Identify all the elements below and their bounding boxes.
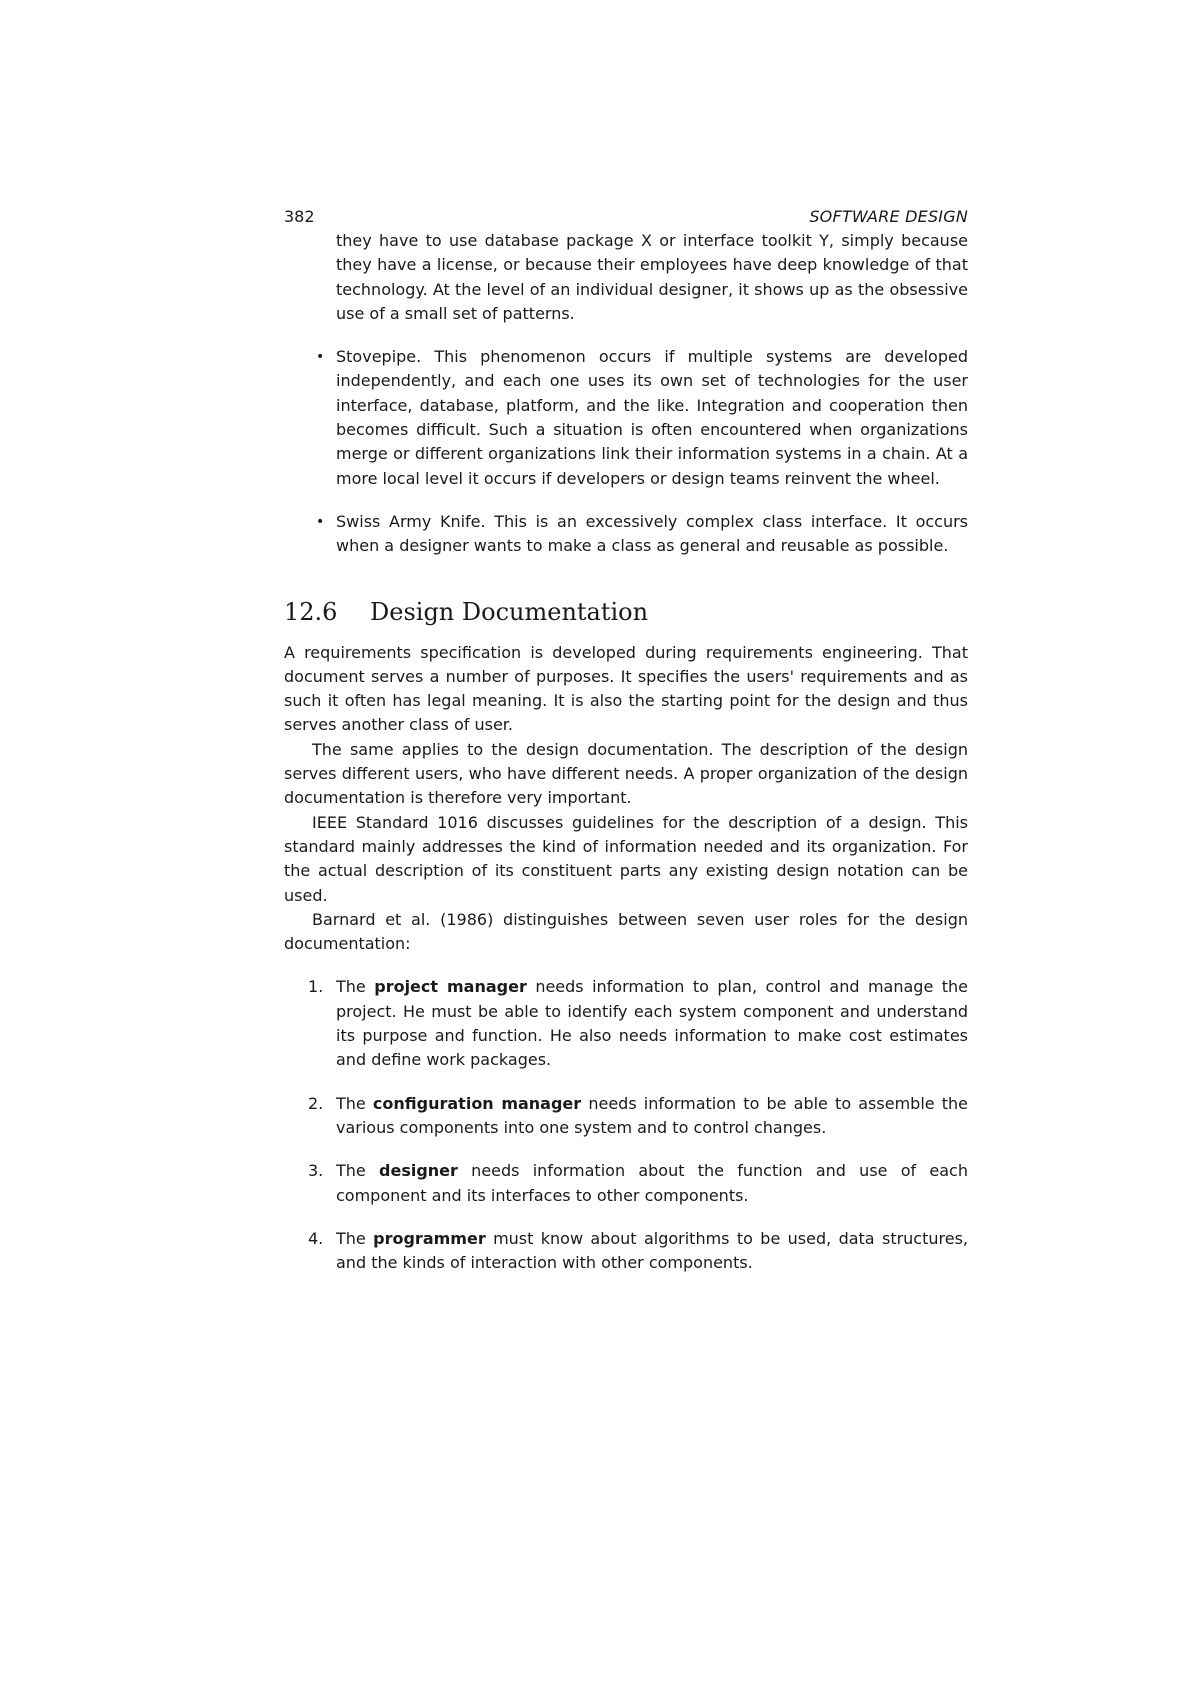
list-item-swiss-army-knife	[284, 510, 968, 559]
list-item-designer	[284, 1159, 968, 1208]
list-number: 2.	[308, 1093, 324, 1113]
body-paragraph: IEEE Standard 1016 discusses guidelines for the description of a design. This standard mainly addresses the kind of information needed and its organization. For the actual description of its constituent parts any existing design notation can be used.	[284, 812, 968, 905]
role-lead: The	[336, 1093, 366, 1113]
bullet-icon: •	[316, 349, 325, 366]
section-heading	[284, 597, 968, 627]
role-description: needs information to be able to assemble the various components into one system and to control changes.	[336, 1093, 969, 1137]
section-number: 12.6	[284, 597, 338, 626]
list-number: 1.	[308, 977, 324, 997]
continuation-paragraph: they have to use database package X or interface toolkit Y, simply because they have a license, or because their employees have deep knowledge of that technology. At the level of an individual designer, it shows up as the obsessive use of a small set of patterns.	[336, 231, 968, 323]
role-description: must know about algorithms to be used, data structures, and the kinds of interaction with other components.	[336, 1228, 969, 1273]
role-lead: The	[336, 1161, 366, 1181]
continuation-paragraph-block	[284, 229, 968, 326]
list-number: 4.	[308, 1228, 324, 1248]
running-title: SOFTWARE DESIGN	[809, 207, 968, 226]
list-item-programmer	[284, 1227, 968, 1276]
body-paragraph: A requirements specification is developed during requirements engineering. That document serves a number of purposes. It specifies the users' requirements and as such it often has legal meaning. It is also the starting point for the design and thus serves another class of user.	[284, 642, 968, 735]
body-paragraph: Barnard et al. (1986) distinguishes between seven user roles for the design documentation:	[284, 909, 968, 954]
bullet-icon: •	[316, 513, 325, 530]
section-title: Design Documentation	[370, 597, 649, 626]
role-description: needs information about the function and use of each component and its interfaces to other components.	[336, 1161, 968, 1205]
list-item-stovepipe	[284, 345, 968, 491]
user-roles-list	[284, 975, 968, 1275]
antipattern-list	[284, 345, 968, 558]
running-head	[284, 205, 968, 229]
page-number: 382	[284, 207, 315, 226]
role-lead: The	[336, 977, 366, 997]
list-number: 3.	[308, 1161, 324, 1181]
list-item-text: Swiss Army Knife. This is an excessively complex class interface. It occurs when a designer wants to make a class as general and reusable as possible.	[336, 511, 968, 556]
role-lead: The	[336, 1228, 366, 1248]
book-page	[284, 205, 968, 1275]
body-paragraph: The same applies to the design documentation. The description of the design serves different users, who have different needs. A proper organization of the design documentation is therefore very important.	[284, 739, 968, 808]
role-name: programmer	[373, 1228, 486, 1248]
list-item-configuration-manager	[284, 1092, 968, 1141]
role-name: configuration manager	[372, 1093, 582, 1113]
role-description: needs information to plan, control and manage the project. He must be able to identify each system component and understand its purpose and function. He also needs information to make cost estimates and define work packages.	[336, 977, 969, 1070]
list-item-text: Stovepipe. This phenomenon occurs if multiple systems are developed independently, and each one uses its own set of technologies for the user interface, database, platform, and the like. Integration and cooperation then becomes difficult. Such a situation is often encountered when organizations merge or different organizations link their information systems in a chain. At a more local level it occurs if developers or design teams reinvent the wheel.	[336, 347, 968, 488]
list-item-project-manager	[284, 975, 968, 1072]
role-name: designer	[379, 1161, 458, 1181]
role-name: project manager	[374, 977, 527, 997]
